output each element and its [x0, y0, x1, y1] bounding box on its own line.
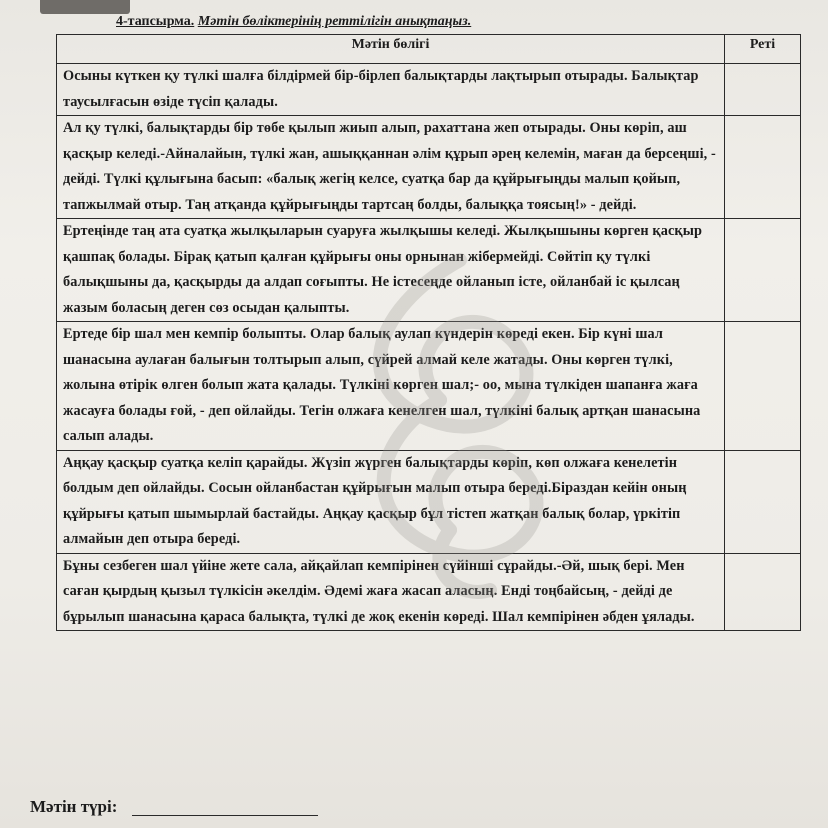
row-4-text: Ертеде бір шал мен кемпір болыпты. Олар балық аулап күндерін көреді екен. Бір күні шал шанасына аулаған балығын толтырып алып, сүйрей алмай келе жатады. Оны көрген түлкі, жолына өтірік өлген болып жата қалады. Түлкіні көрген шал;- оо, мына түлкіден шапанға жаға жасауға болады ғой, - деп ойлайды. Тегін олжаға кенелген шал, түлкіні балық артқан шанасына салып алады.	[57, 322, 725, 451]
header-order: Реті	[725, 35, 801, 64]
table-row	[57, 450, 801, 553]
table-row	[57, 64, 801, 116]
table-row	[57, 322, 801, 451]
row-6-text: Бұны сезбеген шал үйіне жете сала, айқайлап кемпірінен сүйінші сұрайды.-Әй, шық бері. Мен саған қырдың қызыл түлкісін әкелдім. Әдемі жаға жасап аласың. Енді тоңбайсың, - дейді де бұрылып шанасына қараса балықта, түлкі де жоқ екенін көреді. Шал кемпірінен әбден ұялады.	[57, 553, 725, 631]
row-1-text: Осыны күткен қу түлкі шалға білдірмей бір-бірлеп балықтарды лақтырып отырады. Балықтар таусылғасын өзіде түсіп қалады.	[57, 64, 725, 116]
row-2-order-cell[interactable]	[725, 116, 801, 219]
row-5-order-cell[interactable]	[725, 450, 801, 553]
row-5-text: Аңқау қасқыр суатқа келіп қарайды. Жүзіп жүрген балықтарды көріп, көп олжаға кенелетін болдым деп ойлайды. Сосын ойланбастан құйрығын малып отыра береді.Біраздан кейін оның құйрығы қатып шымырлай бастайды. Аңқау қасқыр бұл тістеп жатқан балық болар, үркітіп алмайын деп отыра береді.	[57, 450, 725, 553]
table-row	[57, 219, 801, 322]
task-instruction: Мәтін бөліктерінің реттілігін анықтаңыз.	[197, 14, 472, 29]
row-3-order-cell[interactable]	[725, 219, 801, 322]
text-type-answer-line[interactable]	[132, 815, 318, 816]
header-text-part: Мәтін бөлігі	[57, 35, 725, 64]
row-1-order-cell[interactable]	[725, 64, 801, 116]
task-heading	[116, 14, 471, 30]
row-2-text: Ал қу түлкі, балықтарды бір төбе қылып жиып алып, рахаттана жеп отырады. Оны көріп, аш қасқыр келеді.-Айналайын, түлкі жан, ашыққаннан әлім құрып әрең келемін, маған да берсеңші, - дейді. Түлкі құлығына басып: «балық жегің келсе, суатқа бар да құйрығыңды малып қойып, тапжылмай отыр. Таң атқанда құйрығыңды тартсаң болды, балыққа тоясың!» - дейді.	[57, 116, 725, 219]
row-6-order-cell[interactable]	[725, 553, 801, 631]
binder-clip-shadow	[40, 0, 130, 14]
text-type-label: Мәтін түрі:	[30, 797, 118, 816]
task-number: 4-тапсырма.	[116, 14, 195, 29]
row-3-text: Ертеңінде таң ата суатқа жылқыларын суаруға жылқышы келеді. Жылқышыны көрген қасқыр қашпақ болады. Бірақ қатып қалған құйрығы оны орнынан жібермейді. Сөйтіп қу түлкі балықшыны да, қасқырды да алдап соғыпты. Не істесеңде ойланып істе, ойланбай іс қылсаң жазым боласың деген сөз осыдан қалыпты.	[57, 219, 725, 322]
row-4-order-cell[interactable]	[725, 322, 801, 451]
sequence-table	[56, 34, 801, 631]
table-header-row	[57, 35, 801, 64]
table-row	[57, 116, 801, 219]
table-row	[57, 553, 801, 631]
